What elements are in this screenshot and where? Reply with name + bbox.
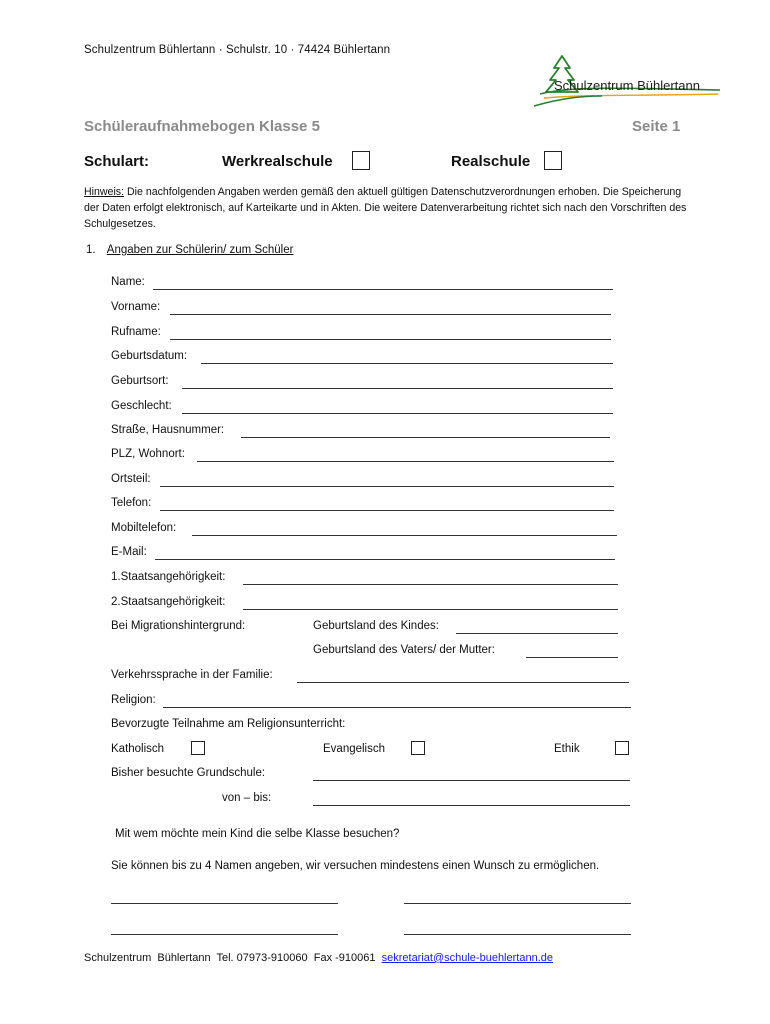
evangelisch-label: Evangelisch [323, 743, 386, 755]
field-staat1-label: 1.Staatsangehörigkeit: [111, 571, 226, 583]
privacy-notice [84, 184, 694, 232]
field-geschlecht-input[interactable] [182, 413, 613, 414]
field-plz-label: PLZ, Wohnort: [111, 448, 185, 460]
footer [84, 952, 553, 964]
schulart-label: Schulart: [84, 153, 150, 170]
field-geburtsort-label: Geburtsort: [111, 375, 169, 387]
field-geschlecht-label: Geschlecht: [111, 400, 172, 412]
religion-input[interactable] [163, 707, 631, 708]
grundschule-input[interactable] [313, 780, 630, 781]
header-address: Schulzentrum Bühlertann · Schulstr. 10 · 74424 Bühlertann [84, 44, 391, 56]
field-ortsteil-input[interactable] [160, 486, 614, 487]
religionsunterricht-label: Bevorzugte Teilnahme am Religionsunterricht: [111, 718, 346, 730]
field-ortsteil-label: Ortsteil: [111, 473, 151, 485]
katholisch-checkbox[interactable] [191, 741, 205, 755]
hinweis-text: Die nachfolgenden Angaben werden gemäß den aktuell gültigen Datenschutzverordnungen erhoben. Die Speicherung der Daten erfolgt elektronisch, auf Karteikarte und in Akten. Die weitere Datenverarbeitung richtet sich nach den Vorschriften des Schulgesetzes. [84, 186, 687, 230]
field-geburtsort-input[interactable] [182, 388, 613, 389]
field-email-label: E-Mail: [111, 546, 147, 558]
realschule-label: Realschule [451, 153, 531, 170]
wunsch-text: Sie können bis zu 4 Namen angeben, wir versuchen mindestens einen Wunsch zu ermöglichen. [111, 860, 600, 872]
field-geburtsdatum-input[interactable] [201, 363, 613, 364]
field-name-input[interactable] [153, 289, 613, 290]
grundschule-label: Bisher besuchte Grundschule: [111, 767, 266, 779]
geburtsland-eltern-input[interactable] [526, 657, 618, 658]
geburtsland-kind-label: Geburtsland des Kindes: [313, 620, 439, 632]
section-title: Angaben zur Schülerin/ zum Schüler [106, 244, 294, 256]
wunsch-name-4-input[interactable] [404, 934, 631, 935]
field-strasse-input[interactable] [241, 437, 610, 438]
field-mobil-label: Mobiltelefon: [111, 522, 177, 534]
von-bis-label: von – bis: [222, 792, 272, 804]
evangelisch-checkbox[interactable] [411, 741, 425, 755]
footer-email-link[interactable]: sekretariat@schule-buehlertann.de [381, 952, 553, 964]
von-bis-input[interactable] [313, 805, 630, 806]
katholisch-label: Katholisch [111, 743, 165, 755]
form-title: Schüleraufnahmebogen Klasse 5 [84, 118, 320, 135]
field-telefon-label: Telefon: [111, 497, 152, 509]
wunsch-name-3-input[interactable] [111, 934, 338, 935]
field-strasse-label: Straße, Hausnummer: [111, 424, 225, 436]
field-telefon-input[interactable] [160, 510, 614, 511]
werkrealschule-checkbox[interactable] [352, 151, 370, 170]
field-rufname-input[interactable] [170, 339, 611, 340]
wunsch-name-1-input[interactable] [111, 903, 338, 904]
field-mobil-input[interactable] [192, 535, 617, 536]
section-number: 1. [86, 244, 96, 256]
field-rufname-label: Rufname: [111, 326, 161, 338]
field-vorname-input[interactable] [170, 314, 611, 315]
migration-label: Bei Migrationshintergrund: [111, 620, 246, 632]
wunsch-name-2-input[interactable] [404, 903, 631, 904]
hinweis-label: Hinweis: [84, 186, 125, 198]
field-staat2-input[interactable] [243, 609, 618, 610]
field-email-input[interactable] [155, 559, 615, 560]
geburtsland-eltern-label: Geburtsland des Vaters/ der Mutter: [313, 644, 495, 656]
religion-label: Religion: [111, 694, 156, 706]
page-number: Seite 1 [632, 118, 681, 135]
field-staat2-label: 2.Staatsangehörigkeit: [111, 596, 226, 608]
logo-text: Schulzentrum Bühlertann [554, 78, 700, 93]
werkrealschule-label: Werkrealschule [222, 153, 333, 170]
section-heading [86, 244, 293, 256]
footer-contact: Schulzentrum Bühlertann Tel. 07973-910060 Fax -910061 [84, 952, 382, 964]
field-staat1-input[interactable] [243, 584, 618, 585]
field-geburtsdatum-label: Geburtsdatum: [111, 350, 188, 362]
verkehrssprache-input[interactable] [297, 682, 629, 683]
geburtsland-kind-input[interactable] [456, 633, 618, 634]
field-name-label: Name: [111, 276, 145, 288]
verkehrssprache-label: Verkehrssprache in der Familie: [111, 669, 273, 681]
realschule-checkbox[interactable] [544, 151, 562, 170]
klasse-frage: Mit wem möchte mein Kind die selbe Klasse besuchen? [115, 828, 400, 840]
ethik-label: Ethik [554, 743, 580, 755]
ethik-checkbox[interactable] [615, 741, 629, 755]
field-plz-input[interactable] [197, 461, 614, 462]
field-vorname-label: Vorname: [111, 301, 161, 313]
